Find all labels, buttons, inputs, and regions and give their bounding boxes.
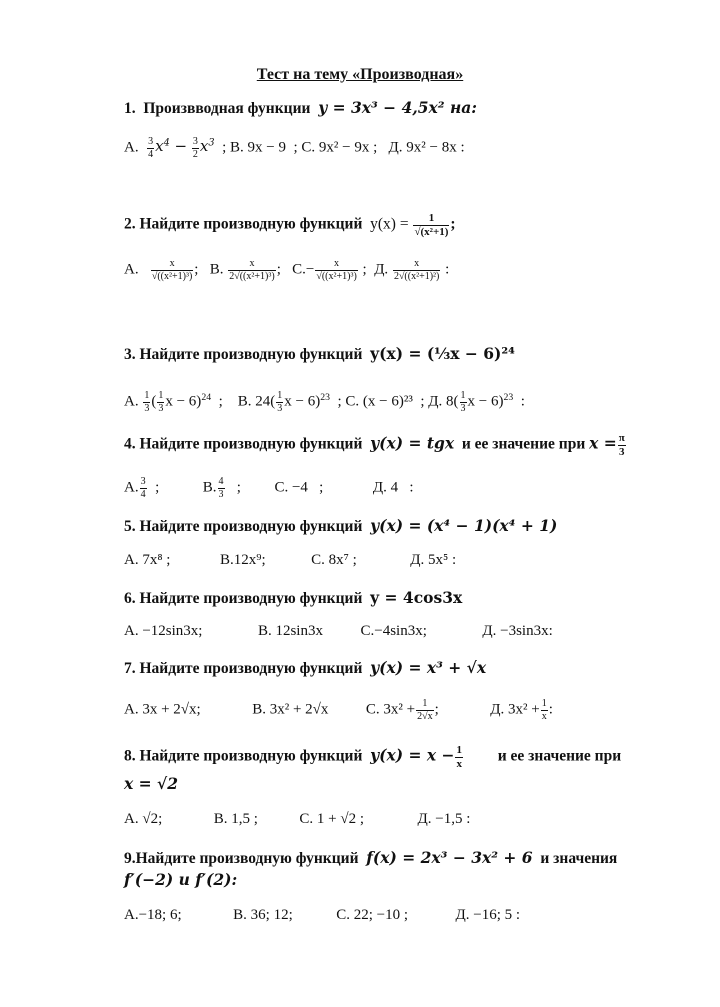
answer-3-d: ; Д. 8 [420,393,454,410]
question-2-text: 2. Найдите производную функций [124,215,363,233]
question-7-answers: А. 3x + 2√x; В. 3x² + 2√x С. 3x² + $\frac{1}{2√x}$ ; Д. 3x² + $\frac{1}{x}$ : [124,698,553,722]
question-1-number: 1. [124,100,136,117]
question-7 [124,660,486,677]
question-1-function: y = 3x³ − 4,5x² на: [318,98,478,117]
question-9-extra: и значения [540,850,618,867]
question-8-function: y(x) = x − [370,745,455,765]
question-3 [124,346,515,363]
question-7-function: y(x) = x³ + √x [370,658,487,677]
answer-1-b: ; В. 9x − 9 [222,139,286,156]
question-1-text: Произвводная функции [143,100,311,117]
answer-8-b: В. 1,5 ; [213,811,258,827]
question-3-answers: А. $\frac{1}{3}$ ( $\frac{1}{3}$ x − 6)$^{24}$ ; В. 24( $\frac{1}{3}$ x − 6)$^{23}$ ; С. (x − 6)²³ ; Д. 8( $\frac{1}{3}$ x − 6)$^{23}$ : [124,390,525,414]
question-9 [124,850,617,867]
answer-6-c: С.−4sin3x; [360,623,427,639]
answer-8-c: С. 1 + √2 ; [299,811,365,827]
question-5-answers [124,553,456,568]
answer-3-b: В. 24 [237,393,271,410]
question-4-extra: и ее значение при [461,435,586,453]
question-4: 4. Найдите производную функций y(x) = tgx и ее значение при x = $\frac{\pi}{3}$ [124,432,625,458]
question-9-condition: f′(−2) и f′(2): [124,870,238,889]
answer-7-d: Д. 3x² + [490,701,540,718]
answer-5-a: А. 7x⁸ ; [124,552,171,568]
question-4-function: y(x) = tgx [370,433,455,453]
answer-9-a: А.−18; 6; [124,907,182,923]
question-6-answers [124,624,553,639]
answer-3-a: А. [124,393,139,410]
answer-5-b: В.12x⁹; [219,552,266,568]
answer-5-d: Д. 5x⁵ : [410,552,457,568]
question-5-function: y(x) = (x⁴ − 1)(x⁴ + 1) [370,516,558,535]
answer-9-c: С. 22; −10 ; [336,907,409,923]
question-9-line2 [124,872,237,889]
question-2: 2. Найдите производную функций y(x) = $\frac{1}{\text{√(x²+1)}}$ ; [124,212,456,238]
question-9-function: f(x) = 2x³ − 3x² + 6 [366,848,533,867]
question-6-function: y = 4cos3x [370,588,463,607]
answer-4-c: С. −4 [274,479,308,496]
question-8-extra: и ее значение при [497,747,622,765]
question-8-text: 8. Найдите производную функций [124,747,363,765]
answer-1-c: ; С. 9x² − 9x ; [293,139,378,156]
answer-4-b: В. [202,479,217,496]
answer-7-b: В. 3x² + 2√x [252,701,329,718]
answer-7-a: А. 3x + 2√x; [124,701,201,718]
question-6 [124,590,462,607]
question-1 [124,100,477,117]
answer-2-d: Д. [374,261,389,278]
answer-1-a: А. [124,139,139,156]
question-8-condition: x = √2 [124,774,178,793]
question-7-text: 7. Найдите производную функций [124,660,363,677]
answer-2-c: С.− [292,261,315,278]
question-6-text: 6. Найдите производную функций [124,590,363,607]
question-3-text: 3. Найдите производную функций [124,346,363,363]
question-1-answers: А. $\frac{3}{4}$ $x^4$ − $\frac{3}{2}$ $x^3$ ; В. 9x − 9 ; С. 9x² − 9x ; Д. 9x² − 8x : [124,136,465,160]
answer-4-a: А. [124,479,139,496]
question-5 [124,518,557,535]
answer-3-c: ; С. (x − 6)²³ [337,393,413,410]
answer-6-d: Д. −3sin3x: [482,623,553,639]
question-4-text: 4. Найдите производную функций [124,435,363,453]
question-5-text: 5. Найдите производную функций [124,518,363,535]
answer-6-b: В. 12sin3x [257,623,323,639]
answer-9-d: Д. −16; 5 : [455,907,521,923]
answer-8-a: А. √2; [124,811,163,827]
question-8: 8. Найдите производную функций y(x) = x − $\frac{1}{x}$ и ее значение при [124,744,622,770]
question-9-answers [124,908,520,923]
question-3-function: y(x) = (⅓x − 6)²⁴ [370,344,515,363]
question-9-text: 9.Найдите производную функций [124,850,359,867]
page-title: Тест на тему «Производная» [256,66,464,83]
question-2-function: y(x) = [370,215,409,233]
question-8-answers [124,812,470,827]
question-2-answers: А. $\frac{x}{\text{√((x²+1)³)}}$ ; В. $\frac{x}{\text{2√((x²+1)³)}}$ ; С.− $\frac{x}{\text{√((x²+1)³)}}$ ; Д. $\frac{x}{\text{2√((x²+1)²)}}$ : [124,258,450,282]
answer-2-b: В. [209,261,224,278]
answer-2-a: А. [124,261,139,278]
answer-6-a: А. −12sin3x; [124,623,203,639]
answer-4-d: Д. 4 [372,479,399,496]
answer-1-d: Д. 9x² − 8x : [388,139,465,156]
answer-8-d: Д. −1,5 : [417,811,471,827]
answer-7-c: С. 3x² + [365,701,416,718]
answer-9-b: В. 36; 12; [233,907,293,923]
question-4-answers: А. $\frac{3}{4}$ ; В. $\frac{4}{3}$ ; С. −4 ; Д. 4 : [124,476,414,500]
question-8-line2 [124,776,178,793]
answer-5-c: С. 8x⁷ ; [311,552,357,568]
